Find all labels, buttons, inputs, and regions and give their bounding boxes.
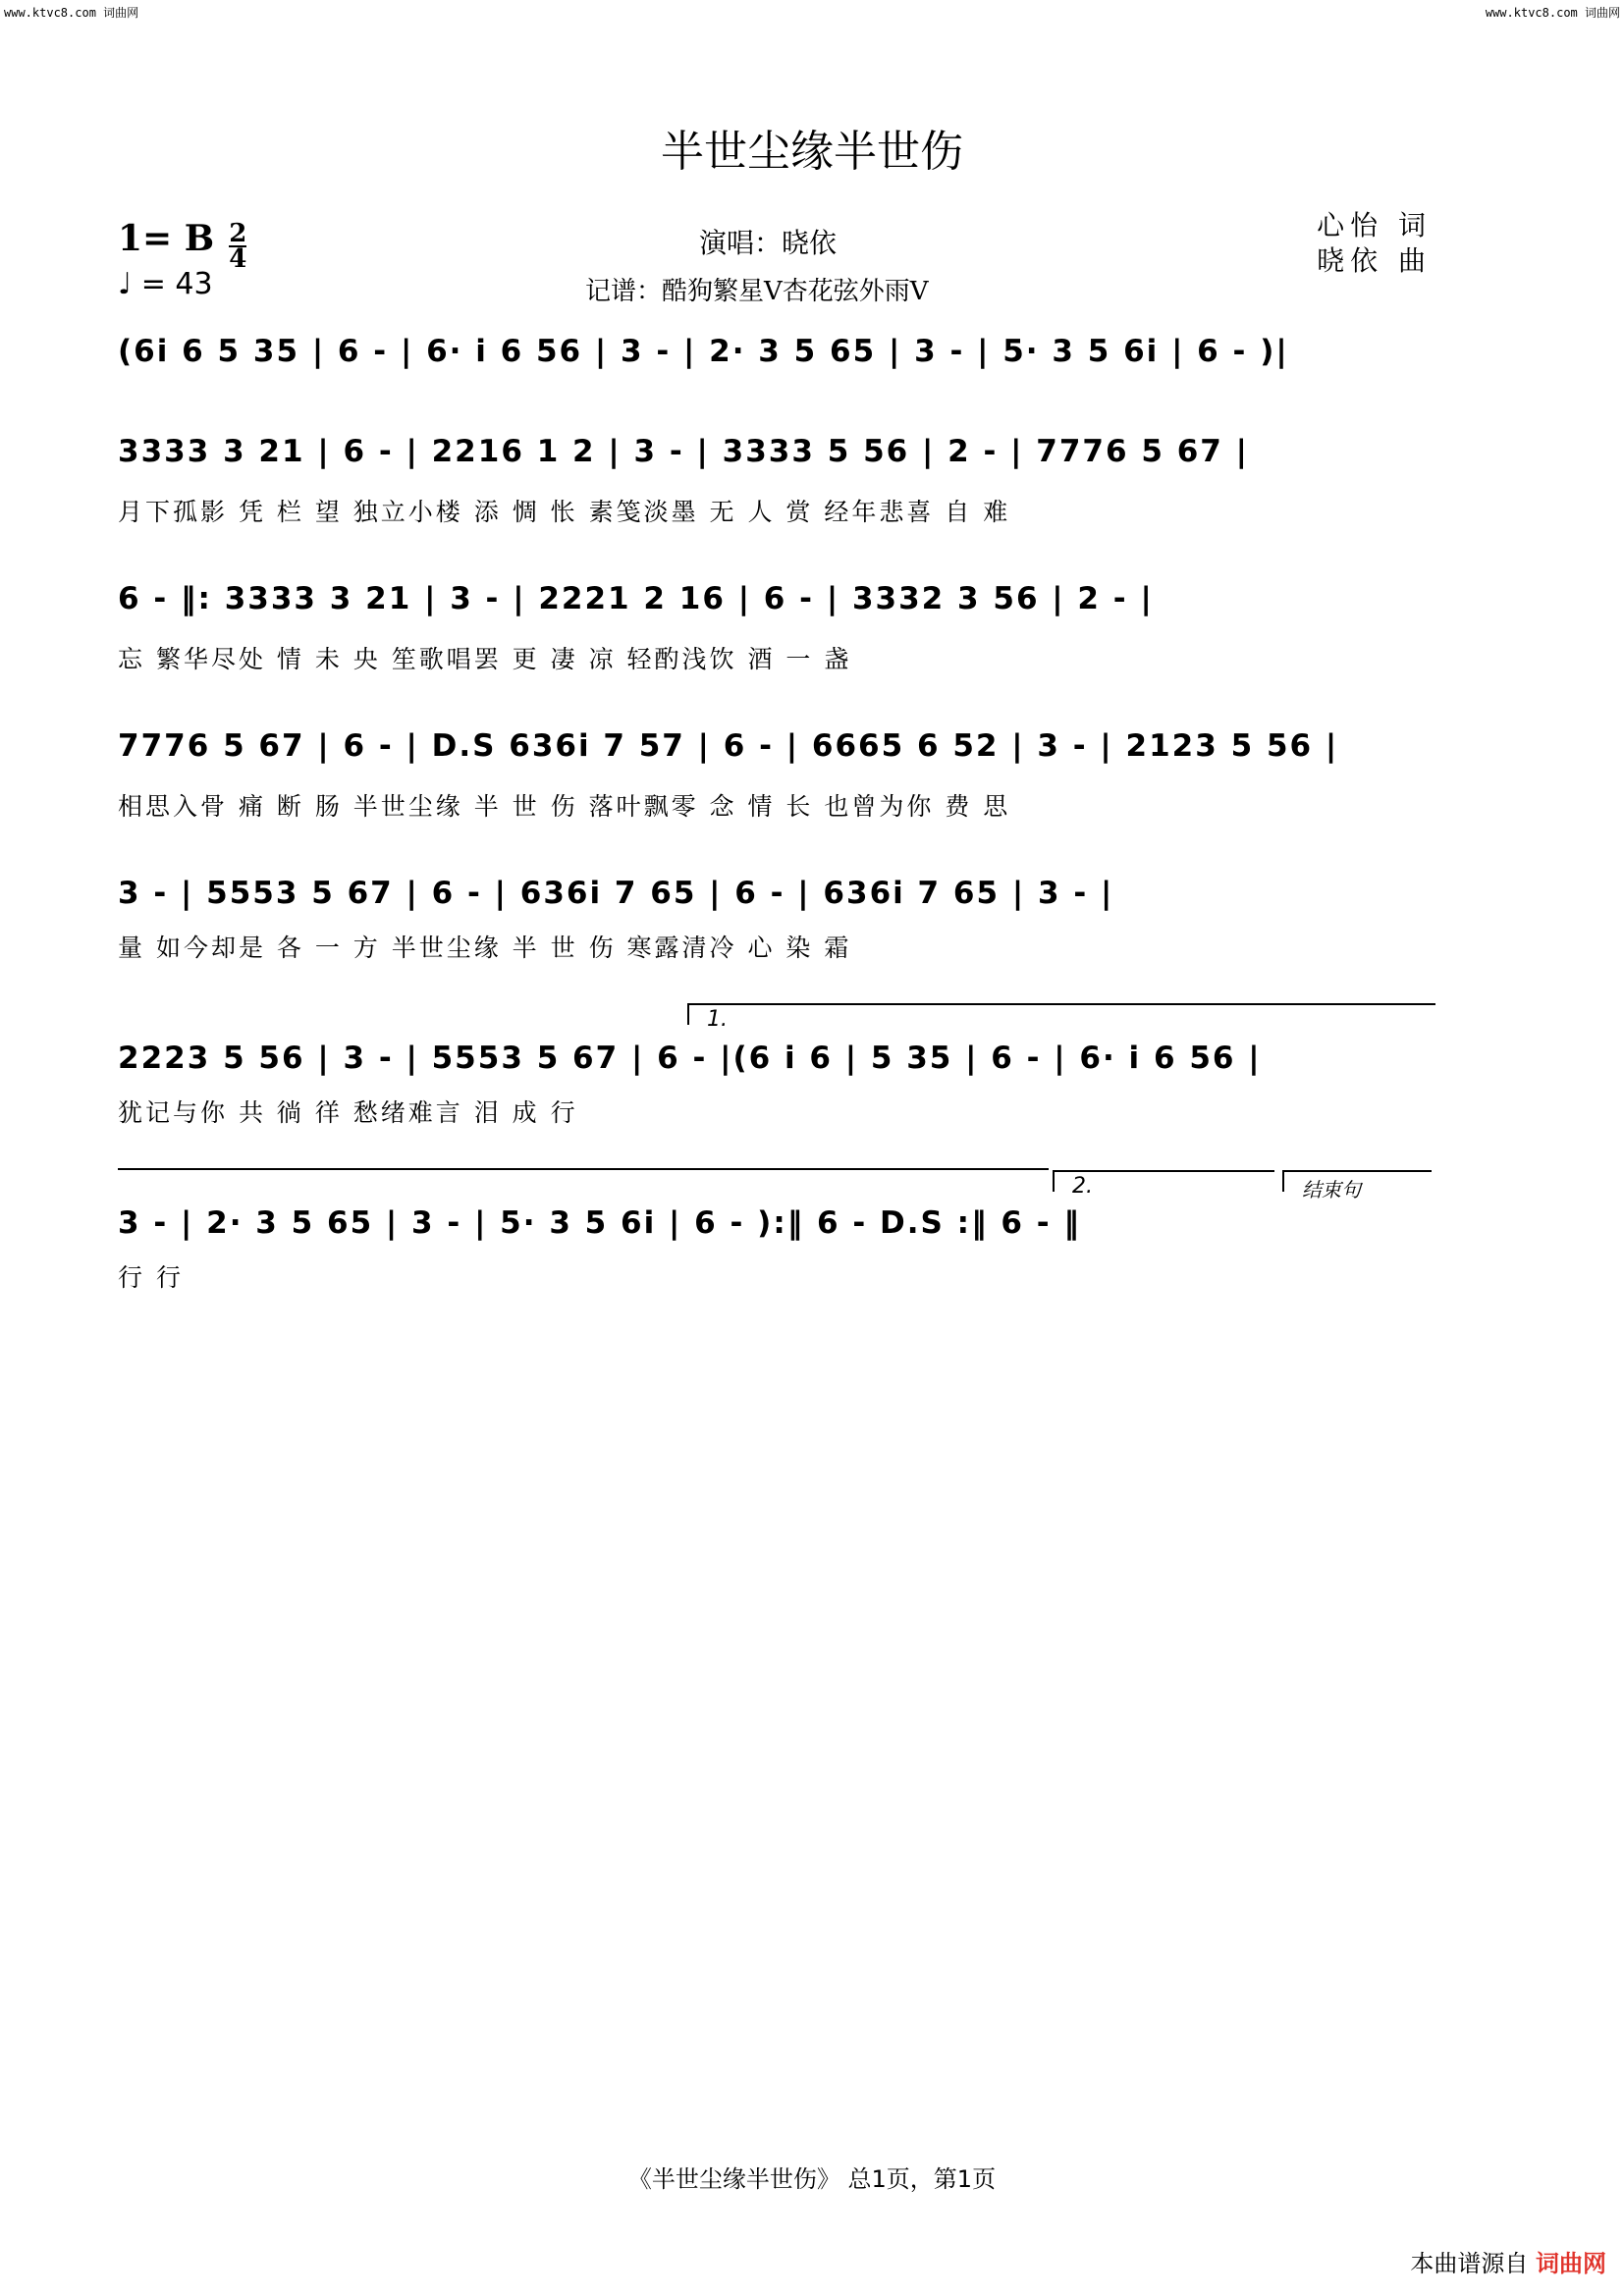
lyrics-system-7: 行 行 (118, 1263, 184, 1292)
time-sig-top: 2 (229, 218, 247, 248)
lyrics-system-6: 犹记与你 共 徜 徉 愁绪难言 泪 成 行 (118, 1098, 578, 1127)
ending-phrase-label: 结束句 (1302, 1178, 1361, 1201)
notation-system-6: 2223 5 56 | 3 - | 5553 5 67 | 6 - |(6 i 6 | 5 35 | 6 - | 6· i 6 56 | (118, 1041, 1262, 1076)
key-label: 1= B (118, 218, 215, 259)
time-signature (229, 218, 247, 274)
notation-system-5: 3 - | 5553 5 67 | 6 - | 636i 7 65 | 6 - | 636i 7 65 | 3 - | (118, 876, 1114, 911)
notation-system-7: 3 - | 2· 3 5 65 | 3 - | 5· 3 5 6i | 6 - ):‖ 6 - D.S :‖ 6 - ‖ (118, 1205, 1081, 1241)
source-brand-link[interactable]: 词曲网 (1536, 2250, 1606, 2277)
quarter-note-icon: ♩ (118, 267, 133, 301)
lyrics-system-4: 相思入骨 痛 断 肠 半世尘缘 半 世 伤 落叶飘零 念 情 长 也曾为你 费 思 (118, 792, 1011, 821)
singer-credit: 演唱：晓依 (699, 227, 838, 259)
tempo-mark (118, 267, 213, 301)
notation-system-3: 6 - ‖: 3333 3 21 | 3 - | 2221 2 16 | 6 - | 3332 3 56 | 2 - | (118, 581, 1154, 616)
ending-phrase-bracket (1282, 1170, 1432, 1201)
notation-system-4: 7776 5 67 | 6 - | D.S 636i 7 57 | 6 - | 6665 6 52 | 3 - | 2123 5 56 | (118, 728, 1339, 764)
site-watermark-left: www.ktvc8.com 词曲网 (4, 6, 139, 20)
site-watermark-right: www.ktvc8.com 词曲网 (1485, 6, 1620, 20)
second-ending-label: 2. (1072, 1174, 1093, 1199)
first-ending-bracket (687, 1003, 1435, 1032)
source-credit (1410, 2244, 1606, 2278)
second-ending-bracket (1053, 1170, 1274, 1199)
source-prefix: 本曲谱源自 (1410, 2250, 1529, 2277)
time-sig-bottom: 4 (229, 243, 247, 274)
first-ending-continuation (118, 1168, 1049, 1170)
transcriber-credit: 记谱：酷狗繁星V杏花弦外雨V (585, 277, 929, 306)
key-signature (118, 218, 247, 274)
tempo-value: = 43 (140, 267, 213, 301)
notation-system-2: 3333 3 21 | 6 - | 2216 1 2 | 3 - | 3333 5 56 | 2 - | 7776 5 67 | (118, 434, 1249, 469)
lyrics-system-3: 忘 繁华尽处 情 未 央 笙歌唱罢 更 凄 凉 轻酌浅饮 酒 一 盏 (118, 645, 852, 673)
first-ending-label: 1. (707, 1007, 728, 1032)
page-footer: 《半世尘缘半世伤》 总1页，第1页 (627, 2165, 997, 2193)
song-title: 半世尘缘半世伤 (661, 127, 963, 177)
composer-credit: 晓依 曲 (1317, 244, 1432, 277)
lyrics-system-2: 月下孤影 凭 栏 望 独立小楼 添 惆 怅 素笺淡墨 无 人 赏 经年悲喜 自 难 (118, 498, 1011, 526)
lyrics-system-5: 量 如今却是 各 一 方 半世尘缘 半 世 伤 寒露清冷 心 染 霜 (118, 934, 852, 962)
lyricist-credit: 心怡 词 (1317, 209, 1432, 241)
notation-system-1: (6i 6 5 35 | 6 - | 6· i 6 56 | 3 - | 2· 3 5 65 | 3 - | 5· 3 5 6i | 6 - )| (118, 334, 1289, 369)
